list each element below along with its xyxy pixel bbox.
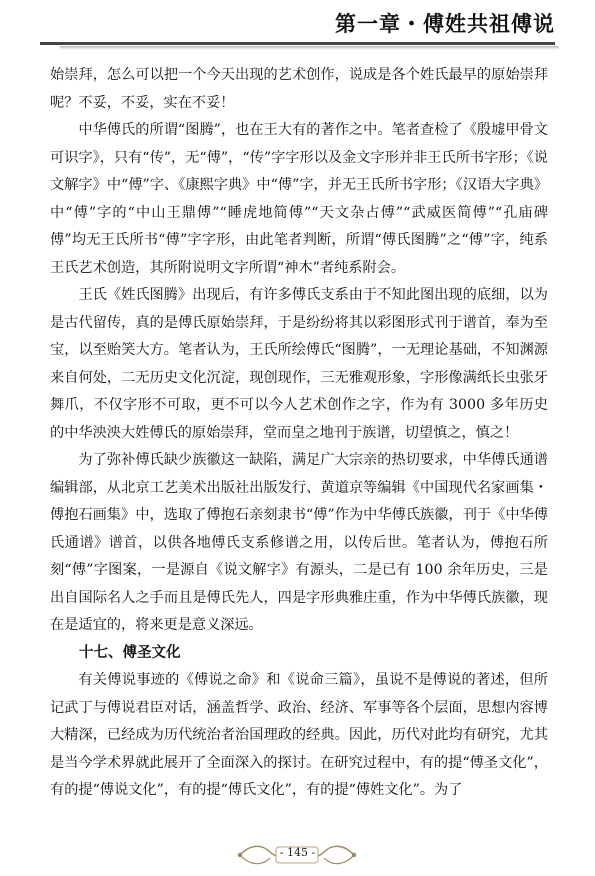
paragraph: 中华傅氏的所谓“图腾”，也在王大有的著作之中。笔者查检了《殷墟甲骨文可识字》，只有“传”，无“傅”，“传”字字形以及金文字形并非王氏所书字形；《说文解字》中“傅”字、《康熙字典》中“傅”字，并无王氏所书字形；《汉语大字典》中“傅”字的“中山王鼎傅”“睡虎地简傅”“天文杂占傅”“武威医简傅”“孔庙碑傅”均无王氏所书“傅”字字形，由此笔者判断，所谓“傅氏图腾”之“傅”字，纯系王氏艺术创造，其所附说明文字所谓“神木”者纯系附会。 bbox=[50, 122, 548, 276]
paragraph: 为了弥补傅氏缺少族徽这一缺陷，满足广大宗亲的热切要求，中华傅氏通谱编辑部，从北京工艺美术出版社出版发行、黄道京等编辑《中国现代名家画集・傅抱石画集》中，选取了傅抱石亲刻隶书“傅”作为中华傅氏族徽，刊于《中华傅氏通谱》谱首，以供各地傅氏支系修谱之用，以传后世。笔者认为，傅抱石所刻“傅”字图案，一是源自《说文解字》有源头，二是已有 100 余年历史，三是出自国际名人之手而且是傅氏先人，四是字形典雅庄重，作为中华傅氏族徽，现在是适宜的，将来更是意义深远。 bbox=[50, 452, 548, 633]
page-header bbox=[0, 0, 595, 48]
section-heading: 十七、傅圣文化 bbox=[79, 644, 181, 661]
page-footer bbox=[0, 836, 595, 876]
page-body bbox=[50, 62, 548, 805]
header-rule bbox=[40, 42, 555, 45]
page-number: - 145 - bbox=[279, 846, 316, 859]
paragraph: 有关傅说事迹的《傅说之命》和《说命三篇》，虽说不是傅说的著述，但所记武丁与傅说君臣对话，涵盖哲学、政治、经济、军事等各个层面，思想内容博大精深，已经成为历代统治者治国理政的经典。因此，历代对此均有研究，尤其是当今学术界就此展开了全面深入的探讨。在研究过程中，有的提“傅圣文化”，有的提“傅说文化”，有的提“傅氏文化”，有的提“傅姓文化”。为了 bbox=[50, 672, 548, 798]
header-rule-shadow bbox=[60, 46, 559, 50]
paragraph: 王氏《姓氏图腾》出现后，有许多傅氏支系由于不知此图出现的底细，以为是古代留传，真的是傅氏原始崇拜，于是纷纷将其以彩图形式刊于谱首，奉为至宝，以至贻笑大方。笔者认为，王氏所绘傅氏“图腾”，一无理论基础，不知渊源来自何处，二无历史文化沉淀，现创现作，三无雅观形象，字形像满纸长虫张牙舞爪，不仅字形不可取，更不可以今人艺术创作之字，作为有 3000 多年历史的中华泱泱大姓傅氏的原始崇拜，堂而皇之地刊于族谱，切望慎之，慎之！ bbox=[50, 287, 548, 441]
paragraph-continued: 始崇拜，怎么可以把一个今天出现的艺术创作，说成是各个姓氏最早的原始崇拜呢？不妥，不妥，实在不妥！ bbox=[50, 67, 548, 111]
chapter-title: 第一章・傅姓共祖傅说 bbox=[335, 12, 555, 36]
